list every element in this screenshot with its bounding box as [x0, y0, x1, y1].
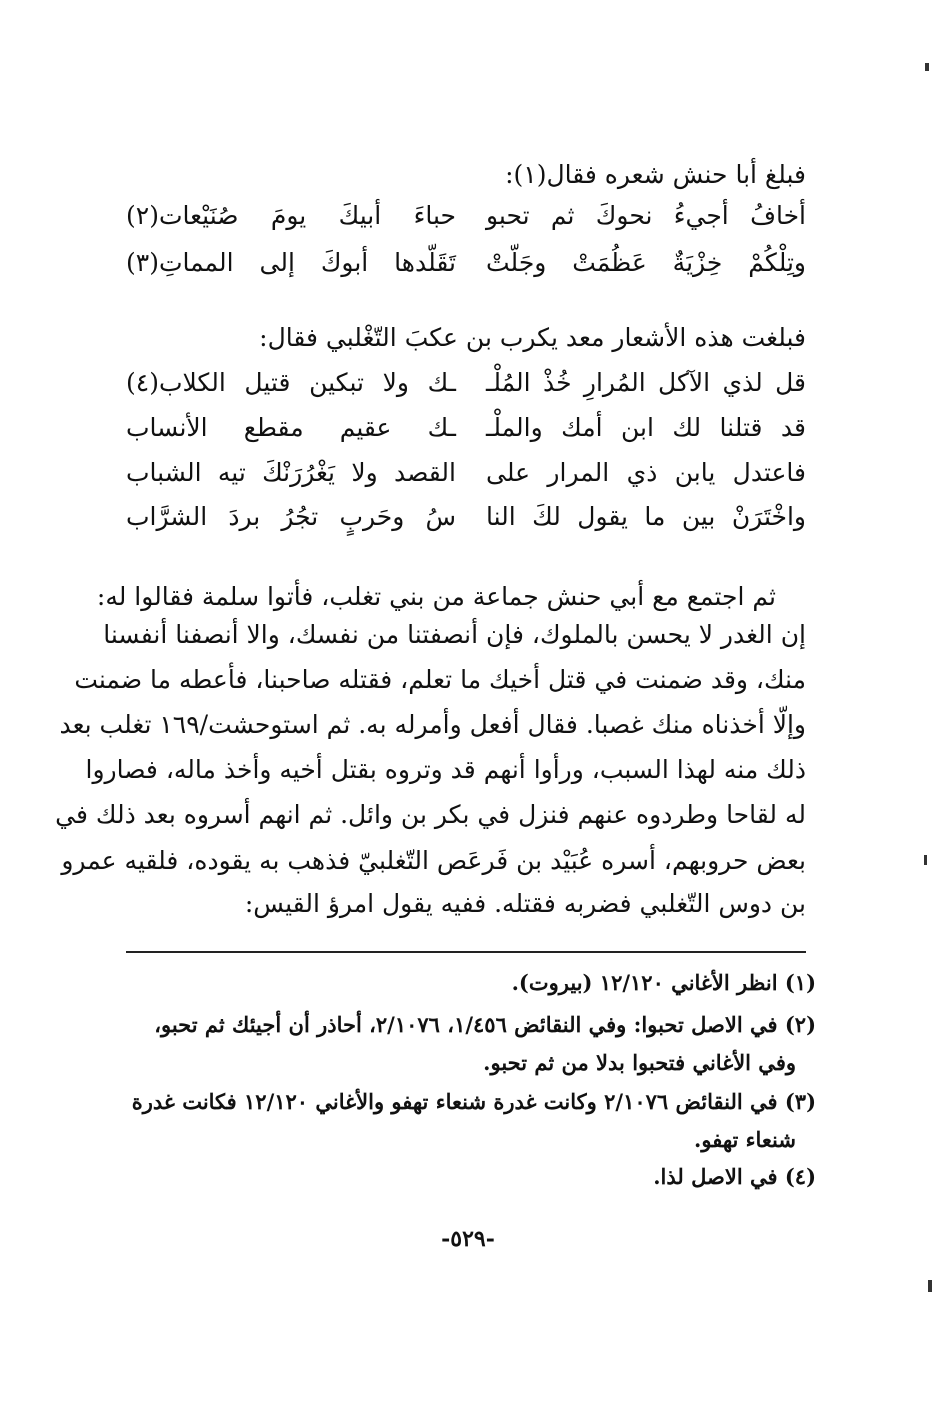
prose-line-2: إن الغدر لا يحسن بالملوك، فإن أنصفتنا من نفسك، والا أنصفنا أنفسنا: [103, 620, 806, 649]
verse-second-hemistich: القصد ولا يَغْرُرَنْكَ تيه الشباب: [126, 458, 456, 487]
poem-2-verse-1: [126, 363, 806, 403]
prose-line-8: بن دوس التّغلبي فضربه فقتله. ففيه يقول امرؤ القيس:: [244, 889, 806, 918]
poem-2-verse-3: [126, 453, 806, 493]
verse-second-hemistich: سُ وحَربٍ تجُرُ بردَ الشرَّاب: [126, 502, 456, 531]
intro-line-2: فبلغت هذه الأشعار معد يكرب بن عكبَ التّغْلبي فقال:: [259, 323, 806, 352]
poem-2-verse-4: [126, 497, 806, 537]
scan-mark-bottom: [928, 1280, 932, 1292]
page-number: -٥٢٩-: [441, 1226, 495, 1252]
prose-line-5: ذلك منه لهذا السبب، ورأوا أنهم قد وتروه بقتل أخيه وأخذ ماله، فصاروا: [85, 755, 806, 784]
intro-line-1: فبلغ أبا حنش شعره فقال(١):: [505, 160, 806, 189]
verse-second-hemistich: تَقَلّدها أبوكَ إلى المماتِ(٣): [126, 248, 456, 277]
verse-first-hemistich: قد قتلنا لك ابن أمك والملْـ: [486, 413, 806, 442]
prose-line-6: له لقاحا وطردوه عنهم فنزل في بكر بن وائل. ثم انهم أسروه بعد ذلك في: [55, 800, 806, 829]
prose-line-3: منك، وقد ضمنت في قتل أخيك ما تعلم، فقتله صاحبنا، فأعطه ما ضمنت: [74, 665, 806, 694]
scan-mark-middle: [924, 855, 927, 865]
footnote-4: (٤) في الاصل لذا.: [653, 1164, 816, 1189]
verse-first-hemistich: قل لذي الآكل المُرارِ خُذْ المُلْـ: [486, 368, 806, 397]
verse-first-hemistich: فاعتدل يابن ذي المرار على: [486, 458, 806, 487]
poem-2-verse-2: [126, 408, 806, 448]
verse-first-hemistich: أخافُ أجيءُ نحوكَ ثم تحبو: [486, 201, 806, 230]
scan-mark-top: [925, 63, 929, 71]
footnote-2: (٢) في الاصل تحبوا: وفي النقائض ١/٤٥٦، ٢/١٠٧٦، أحاذر أن أجيئك ثم تحبو،: [154, 1012, 816, 1037]
verse-second-hemistich: ـك ولا تبكين قتيل الكلاب(٤): [126, 368, 456, 397]
poem-1-verse-2: [126, 243, 806, 283]
verse-second-hemistich: حباءَ أبيكَ يومَ صُنَيْعات(٢): [126, 201, 456, 230]
prose-line-1: ثم اجتمع مع أبي حنش جماعة من بني تغلب، فأتوا سلمة فقالوا له:: [96, 582, 776, 611]
footnote-3: (٣) في النقائض ٢/١٠٧٦ وكانت غدرة شنعاء تهفو والأغاني ١٢/١٢٠ فكانت غدرة: [131, 1089, 816, 1114]
footnote-3-continued: شنعاء تهفو.: [694, 1127, 796, 1152]
poem-1-verse-1: [126, 196, 806, 236]
verse-first-hemistich: واخْتَرَنْ بين ما يقول لكَ النا: [486, 502, 806, 531]
prose-line-4: وإلّا أخذناه منك غصبا. فقال أفعل وأمرله به. ثم استوحشت/١٦٩ تغلب بعد: [59, 710, 806, 739]
footnote-separator: [126, 951, 806, 953]
footnote-1: (١) انظر الأغاني ١٢/١٢٠ (بيروت).: [511, 970, 816, 995]
footnote-2-continued: وفي الأغاني فتحبوا بدلا من ثم تحبو.: [483, 1050, 796, 1075]
prose-line-7: بعض حروبهم، أسره عُبَيْد بن فَرعَص التّغلبيّ فذهب به يقوده، فلقيه عمرو: [61, 846, 806, 875]
verse-first-hemistich: وتِلْكُمْ خِزْيَةٌ عَظُمَتْ وجَلّتْ: [486, 248, 806, 277]
verse-second-hemistich: ـك عقيم مقطع الأنساب: [126, 413, 456, 442]
